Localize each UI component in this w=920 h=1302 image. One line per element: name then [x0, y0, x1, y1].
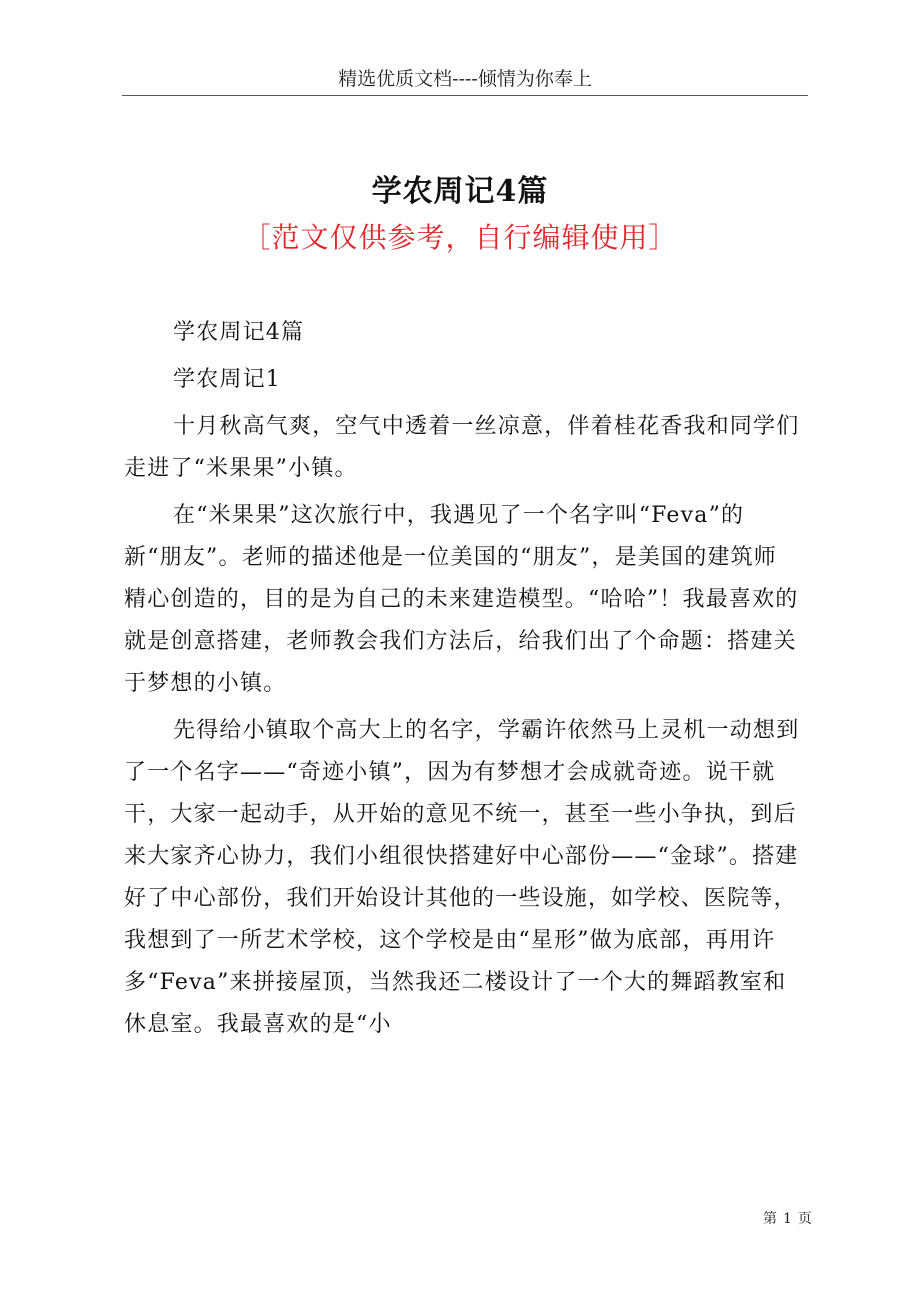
document-subtitle: ［范文仅供参考，自行编辑使用］	[242, 221, 678, 254]
document-title: 学农周记4篇	[371, 174, 549, 209]
paragraph: 在“米果果”这次旅行中，我遇见了一个名字叫“Feva”的新“朋友”。老师的描述他是一位美国的“朋友”，是美国的建筑师精心创造的，目的是为自己的未来建造模型。“哈哈”！我最喜欢的就是创意搭建，老师教会我们方法后，给我们出了个命题：搭建关于梦想的小镇。	[124, 503, 799, 696]
paragraph: 十月秋高气爽，空气中透着一丝凉意，伴着桂花香我和同学们走进了“米果果”小镇。	[124, 414, 800, 481]
document-body	[124, 312, 800, 1051]
paragraph: 学农周记4篇	[173, 320, 305, 345]
header-divider	[122, 95, 808, 96]
paragraph: 学农周记1	[173, 367, 281, 392]
page-number-prefix: 第	[763, 1211, 777, 1227]
document-header: 精选优质文档----倾情为你奉上	[338, 68, 592, 90]
page-number	[760, 1208, 815, 1228]
paragraph: 先得给小镇取个高大上的名字，学霸许依然马上灵机一动想到了一个名字——“奇迹小镇”，因为有梦想才会成就奇迹。说干就干，大家一起动手，从开始的意见不统一，甚至一些小争执，到后来大家齐心协力，我们小组很快搭建好中心部份——“金球”。搭建好了中心部份，我们开始设计其他的一些设施，如学校、医院等，我想到了一所艺术学校，这个学校是由“星形”做为底部，再用许多“Feva”来拼接屋顶，当然我还二楼设计了一个大的舞蹈教室和休息室。我最喜欢的是“小	[124, 718, 800, 1037]
page-number-value: 1	[783, 1211, 792, 1227]
page-number-suffix: 页	[797, 1211, 812, 1227]
